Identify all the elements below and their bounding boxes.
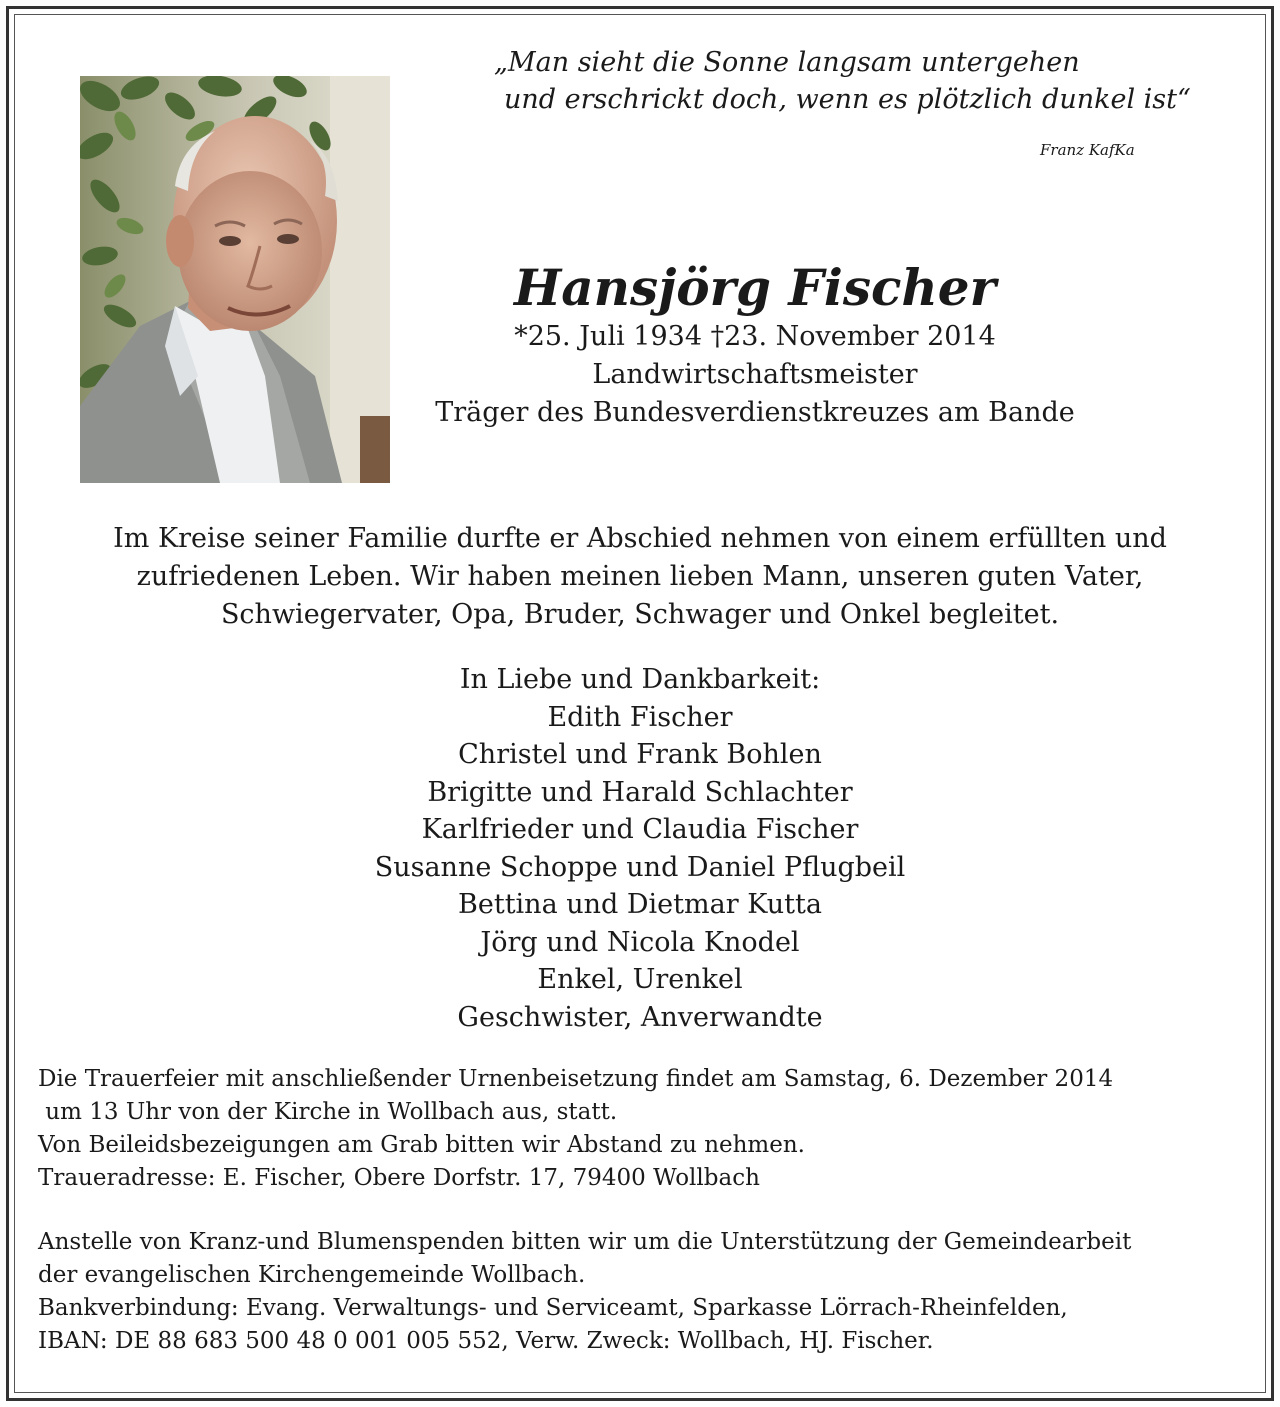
- mourner-name: Geschwister, Anverwandte: [457, 1001, 823, 1033]
- mourner-name: Enkel, Urenkel: [537, 964, 743, 995]
- quote-line-1: „Man sieht die Sonne langsam untergehen: [494, 47, 1080, 78]
- donation-line: der evangelischen Kirchengemeinde Wollbach.: [38, 1262, 586, 1288]
- donation-line: Bankverbindung: Evang. Verwaltungs- und Serviceamt, Sparkasse Lörrach-Rheinfelden,: [38, 1295, 1068, 1321]
- mourner-name: Bettina und Dietmar Kutta: [458, 889, 822, 920]
- mourner-name: Susanne Schoppe und Daniel Pflugbeil: [374, 851, 906, 883]
- service-line: Die Trauerfeier mit anschließender Urnenbeisetzung findet am Samstag, 6. Dezember 2014: [38, 1066, 1114, 1092]
- donation-info: [38, 1226, 1238, 1358]
- intro-line: zufriedenen Leben. Wir haben meinen lieben Mann, unseren guten Vater,: [136, 561, 1144, 592]
- mourner-name: Brigitte und Harald Schlachter: [427, 776, 853, 808]
- mourner-name: Edith Fischer: [547, 701, 733, 733]
- service-info: [38, 1063, 1238, 1195]
- intro-text: [60, 520, 1220, 634]
- quote-author: Franz KafKa: [1040, 141, 1135, 159]
- service-line: Traueradresse: E. Fischer, Obere Dorfstr. 17, 79400 Wollbach: [38, 1165, 760, 1191]
- donation-line: Anstelle von Kranz-und Blumenspenden bitten wir um die Unterstützung der Gemeindearbeit: [38, 1229, 1132, 1255]
- service-line: um 13 Uhr von der Kirche in Wollbach aus, statt.: [38, 1099, 618, 1125]
- deceased-name: Hansjörg Fischer: [514, 258, 996, 317]
- mourners-list: [300, 661, 980, 1036]
- donation-line: IBAN: DE 88 683 500 48 0 001 005 552, Verw. Zweck: Wollbach, HJ. Fischer.: [38, 1328, 934, 1354]
- mourner-name: Christel und Frank Bohlen: [458, 739, 822, 770]
- honor: Träger des Bundesverdienstkreuzes am Bande: [435, 397, 1075, 428]
- mourners-heading: In Liebe und Dankbarkeit:: [459, 664, 821, 695]
- portrait-photo: [80, 76, 390, 483]
- deceased-details: [400, 318, 1110, 432]
- service-line: Von Beileidsbezeigungen am Grab bitten wir Abstand zu nehmen.: [38, 1132, 805, 1158]
- mourner-name: Karlfrieder und Claudia Fischer: [421, 814, 859, 845]
- profession: Landwirtschaftsmeister: [592, 359, 918, 390]
- intro-line: Im Kreise seiner Familie durfte er Abschied nehmen von einem erfüllten und: [113, 523, 1167, 554]
- intro-line: Schwiegervater, Opa, Bruder, Schwager und Onkel begleitet.: [220, 599, 1060, 630]
- mourner-name: Jörg und Nicola Knodel: [480, 926, 800, 958]
- quote-line-2: und erschrickt doch, wenn es plötzlich dunkel ist“: [504, 84, 1191, 115]
- life-dates: *25. Juli 1934 †23. November 2014: [514, 321, 996, 352]
